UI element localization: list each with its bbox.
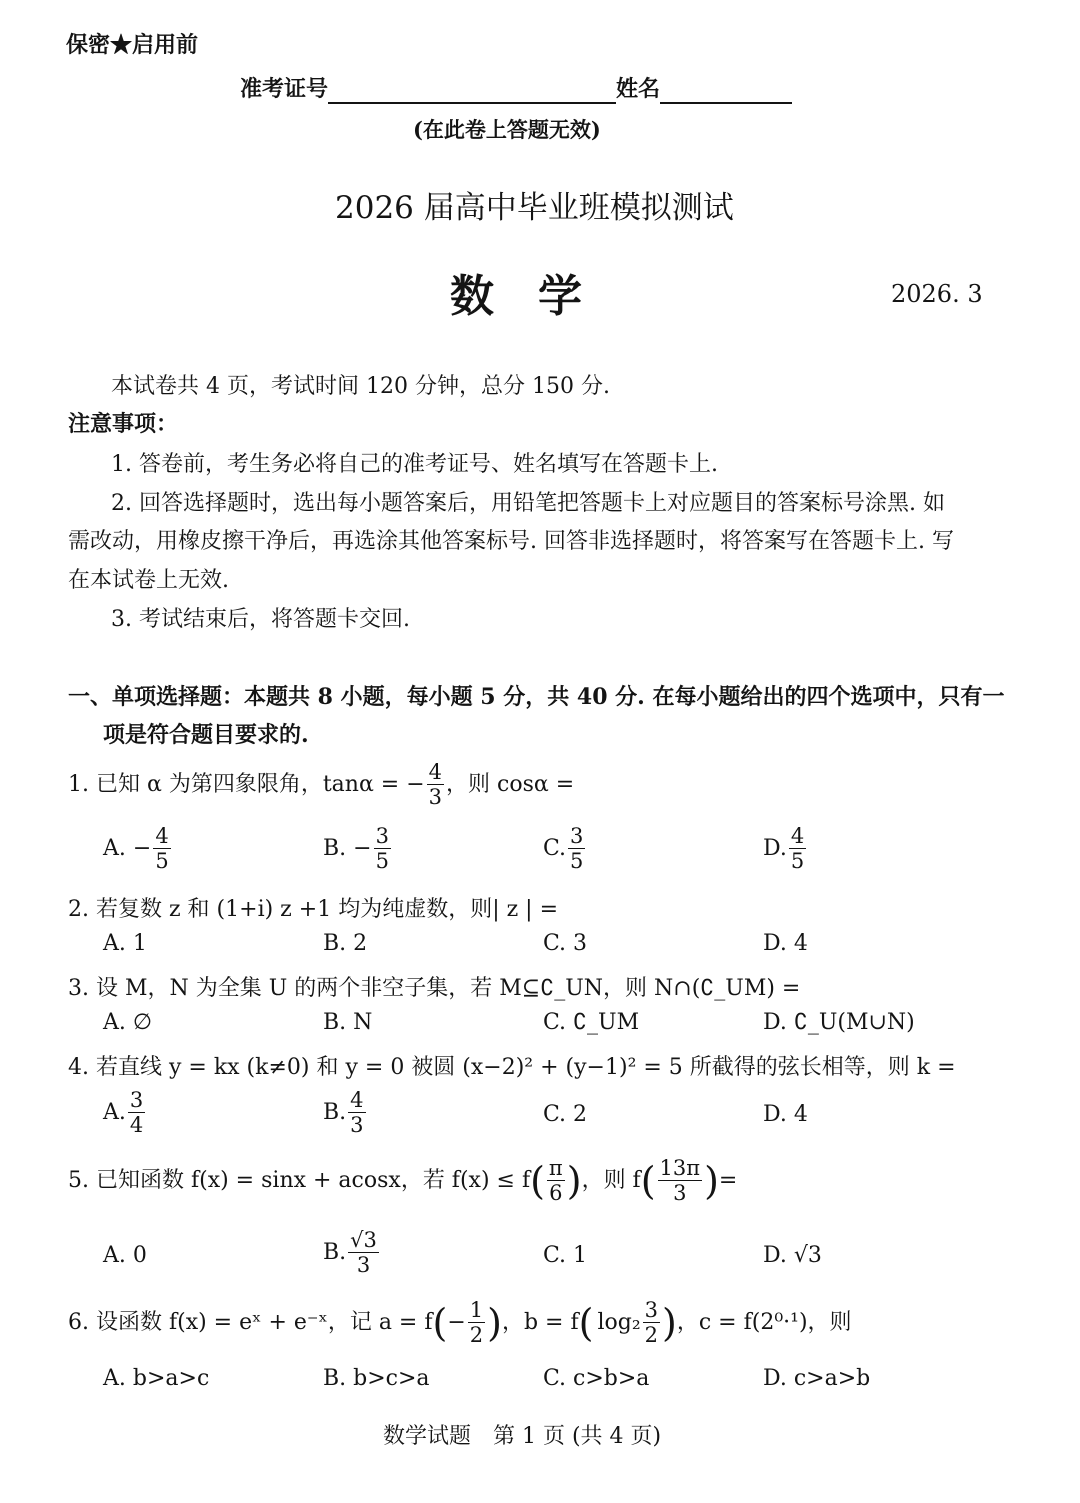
q5-option-c[interactable]: C. 1 <box>543 1243 588 1268</box>
q1-d-num: 4 <box>790 824 805 848</box>
q3-option-b[interactable]: B. N <box>323 1010 373 1035</box>
q3-option-c[interactable]: C. ∁_UM <box>543 1010 640 1035</box>
exam-id-label: 准考证号 <box>240 76 329 102</box>
q4-option-b[interactable] <box>323 1090 368 1136</box>
q4-option-b-frac <box>348 1090 365 1136</box>
q5-paren-close-1: ) <box>566 1159 582 1203</box>
q6-paren-open-b: ( <box>578 1301 594 1345</box>
q5-frac1-den: 6 <box>549 1181 563 1205</box>
q5-fraction-1 <box>547 1158 565 1204</box>
q4-option-c[interactable]: C. 2 <box>543 1102 588 1127</box>
q1-a-num: 4 <box>155 824 169 848</box>
q6-option-c[interactable]: C. c>b>a <box>543 1366 650 1391</box>
q1-option-d[interactable] <box>763 826 808 872</box>
q5-paren-open-2: ( <box>640 1159 656 1203</box>
q2-option-b[interactable]: B. 2 <box>323 931 368 956</box>
q3-option-d[interactable]: D. ∁_U(M∪N) <box>763 1010 915 1035</box>
question-4: 4. 若直线 y = kx (k≠0) 和 y = 0 被圆 (x−2)² + (y−1)² = 5 所截得的弦长相等，则 k = <box>68 1055 956 1080</box>
q6-middle-b: ，b = f <box>501 1310 579 1335</box>
q6-option-a[interactable]: A. b>a>c <box>103 1366 210 1391</box>
q2-option-a[interactable]: A. 1 <box>103 931 147 956</box>
q5-paren-open-1: ( <box>530 1159 545 1203</box>
q4-b-num: 4 <box>350 1088 364 1112</box>
notice-item-2-line-3: 在本试卷上无效. <box>68 568 229 593</box>
q6-log: log₂ <box>597 1310 641 1335</box>
q4-a-den: 4 <box>129 1113 144 1137</box>
q1-option-c-frac <box>568 826 585 872</box>
q1-a-den: 5 <box>155 849 169 873</box>
name-blank[interactable] <box>660 76 792 104</box>
question-1 <box>68 762 574 808</box>
q5-b-den: 3 <box>356 1253 371 1277</box>
exam-date: 2026. 3 <box>891 280 983 308</box>
q6-minus: − <box>447 1310 466 1335</box>
q6-fraction-a <box>468 1300 485 1346</box>
q4-a-num: 3 <box>129 1088 144 1112</box>
notice-title: 注意事项： <box>68 411 179 437</box>
q1-b-den: 5 <box>375 849 389 873</box>
q6-fb-num: 3 <box>644 1298 659 1322</box>
section-1-heading: 一、单项选择题：本题共 8 小题，每小题 5 分，共 40 分. 在每小题给出的四个选项中，只有一 <box>68 684 1005 710</box>
q6-fb-den: 2 <box>644 1323 659 1347</box>
q5-frac2-den: 3 <box>673 1181 687 1205</box>
notice-item-1: 1. 答卷前，考生务必将自己的准考证号、姓名填写在答题卡上. <box>111 452 718 477</box>
q1-option-c-label: C. <box>543 836 567 861</box>
page-footer: 数学试题 第 1 页 (共 4 页) <box>383 1424 662 1449</box>
q6-fa-den: 2 <box>469 1323 484 1347</box>
confidential-mark: 保密★启用前 <box>66 32 199 58</box>
q6-suffix: ，c = f(2⁰·¹)，则 <box>676 1310 852 1335</box>
q4-option-d[interactable]: D. 4 <box>763 1102 808 1127</box>
q6-option-d[interactable]: D. c>a>b <box>763 1366 871 1391</box>
q6-fraction-b <box>643 1300 660 1346</box>
q1-option-a-frac <box>153 826 170 872</box>
exam-id-blank[interactable] <box>328 76 616 104</box>
q2-option-c[interactable]: C. 3 <box>543 931 588 956</box>
q5-prefix: 5. 已知函数 f(x) = sinx + acosx，若 f(x) ≤ f <box>68 1168 531 1193</box>
q1-fraction <box>427 762 444 808</box>
q6-paren-close-a: ) <box>487 1301 502 1345</box>
q5-option-d[interactable]: D. √3 <box>763 1243 822 1268</box>
question-2: 2. 若复数 z 和 (1+i) z +1 均为纯虚数，则| z | = <box>68 897 559 922</box>
q1-frac-den: 3 <box>428 785 443 809</box>
q1-option-b-label: B. − <box>323 836 372 861</box>
q1-b-num: 3 <box>375 824 389 848</box>
q4-option-a[interactable] <box>103 1090 147 1136</box>
q6-option-b[interactable]: B. b>c>a <box>323 1366 430 1391</box>
q1-option-a-label: A. − <box>103 836 152 861</box>
q6-paren-open-a: ( <box>432 1301 448 1345</box>
notice-item-2-line-2: 需改动，用橡皮擦干净后，再选涂其他答案标号. 回答非选择题时，将答案写在答题卡上. 写 <box>68 529 954 554</box>
q6-prefix: 6. 设函数 f(x) = eˣ + e⁻ˣ，记 a = f <box>68 1310 433 1335</box>
q5-paren-close-2: ) <box>704 1159 719 1203</box>
q5-frac2-num: 13π <box>659 1156 701 1180</box>
q1-option-a[interactable] <box>103 826 173 872</box>
q1-option-c[interactable] <box>543 826 587 872</box>
question-3: 3. 设 M，N 为全集 U 的两个非空子集，若 M⊆∁_UN，则 N∩(∁_UM) = <box>68 976 801 1001</box>
q4-option-b-label: B. <box>323 1100 347 1125</box>
exam-title: 2026 届高中毕业班模拟测试 <box>335 190 734 226</box>
q5-option-a[interactable]: A. 0 <box>103 1243 147 1268</box>
q5-b-num: √3 <box>350 1228 377 1252</box>
q4-option-a-label: A. <box>103 1100 126 1125</box>
candidate-info-row <box>240 72 792 104</box>
q6-paren-close-b: ) <box>662 1301 677 1345</box>
q5-middle: ，则 f <box>581 1168 641 1193</box>
q4-option-a-frac <box>128 1090 145 1136</box>
notice-item-2-line-1: 2. 回答选择题时，选出每小题答案后，用铅笔把答题卡上对应题目的答案标号涂黑. 如 <box>111 491 945 516</box>
q5-option-b-frac <box>348 1230 379 1276</box>
q1-c-num: 3 <box>570 824 584 848</box>
exam-summary: 本试卷共 4 页，考试时间 120 分钟，总分 150 分. <box>111 374 610 399</box>
q5-fraction-2 <box>658 1158 703 1204</box>
question-6 <box>68 1300 852 1346</box>
question-5 <box>68 1158 737 1204</box>
invalid-note: (在此卷上答题无效) <box>413 117 601 142</box>
q1-prefix: 1. 已知 α 为第四象限角，tanα = − <box>68 772 425 797</box>
q3-option-a[interactable]: A. ∅ <box>103 1010 153 1035</box>
q1-option-d-label: D. <box>763 836 787 861</box>
subject-title: 数 学 <box>450 271 582 322</box>
q5-frac1-num: π <box>548 1156 563 1180</box>
q1-option-b[interactable] <box>323 826 393 872</box>
q6-fa-num: 1 <box>469 1298 484 1322</box>
section-1-heading-cont: 项是符合题目要求的. <box>103 722 309 748</box>
q1-c-den: 5 <box>570 849 584 873</box>
q1-option-d-frac <box>789 826 806 872</box>
q1-d-den: 5 <box>790 849 805 873</box>
q5-suffix: = <box>718 1168 738 1193</box>
q1-option-b-frac <box>374 826 391 872</box>
q1-suffix: ，则 cosα = <box>446 772 575 797</box>
name-label: 姓名 <box>616 76 661 102</box>
q4-b-den: 3 <box>350 1113 364 1137</box>
q5-option-b-label: B. <box>323 1240 347 1265</box>
notice-item-3: 3. 考试结束后，将答题卡交回. <box>111 607 410 632</box>
q5-option-b[interactable] <box>323 1230 381 1276</box>
q2-option-d[interactable]: D. 4 <box>763 931 808 956</box>
q1-frac-num: 4 <box>428 760 443 784</box>
